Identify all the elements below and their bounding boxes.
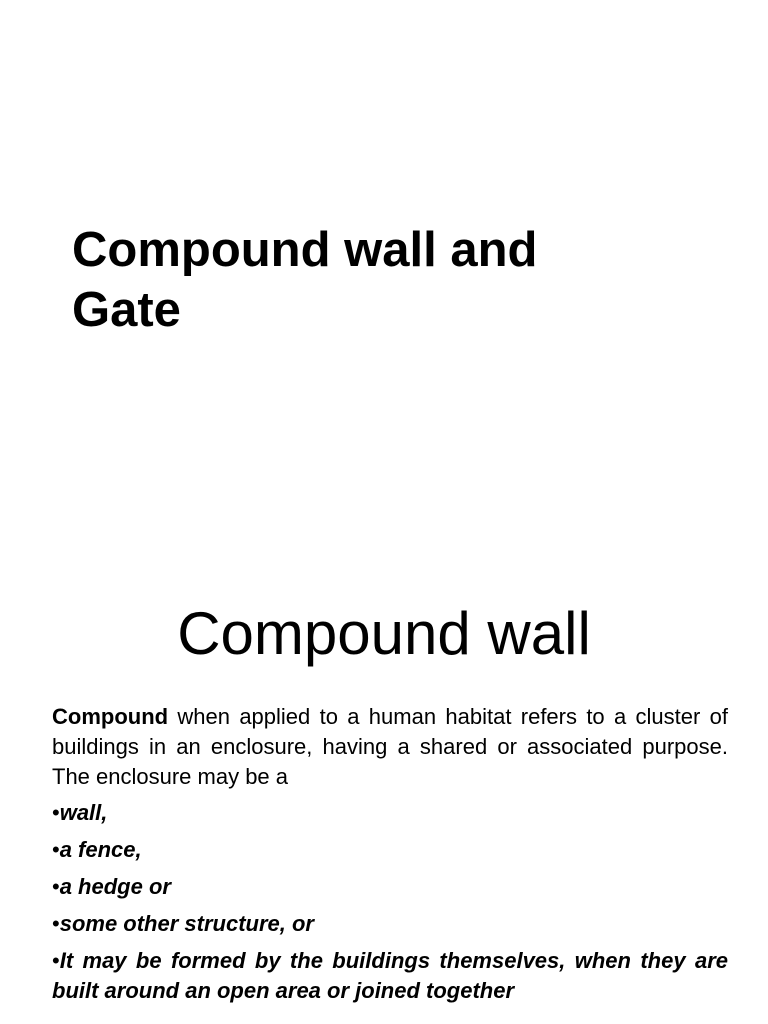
bullet-text: It may be formed by the buildings themselves, when they are built around an open area or joined together — [52, 948, 728, 1003]
bullet-item — [52, 872, 728, 902]
bullet-text: some other structure, or — [59, 911, 314, 936]
bullet-text: wall, — [59, 800, 108, 825]
bullet-item — [52, 946, 728, 1006]
title-line-1: Compound wall and — [72, 223, 538, 277]
bullet-marker: • — [52, 874, 60, 899]
title-line-2: Gate — [72, 283, 181, 337]
bullet-marker: • — [52, 911, 60, 936]
bullet-text: a hedge or — [59, 874, 171, 899]
slide-body — [52, 702, 728, 1013]
bullet-item — [52, 909, 728, 939]
bullet-marker: • — [52, 948, 60, 973]
bullet-item — [52, 798, 728, 828]
bullet-text: a fence, — [59, 837, 142, 862]
bullet-marker: • — [52, 837, 60, 862]
presentation-title — [72, 220, 692, 340]
bullet-item — [52, 835, 728, 865]
bullet-marker: • — [52, 800, 60, 825]
intro-paragraph — [52, 702, 728, 792]
intro-text: when applied to a human habitat refers to a cluster of buildings in an enclosure, having a shared or associated purpose. The enclosure may be a — [52, 704, 728, 789]
slide-compound-wall — [0, 576, 768, 1024]
bullet-list — [52, 798, 728, 1006]
intro-lead-term: Compound — [52, 704, 169, 729]
slide-heading: Compound wall — [177, 600, 591, 667]
